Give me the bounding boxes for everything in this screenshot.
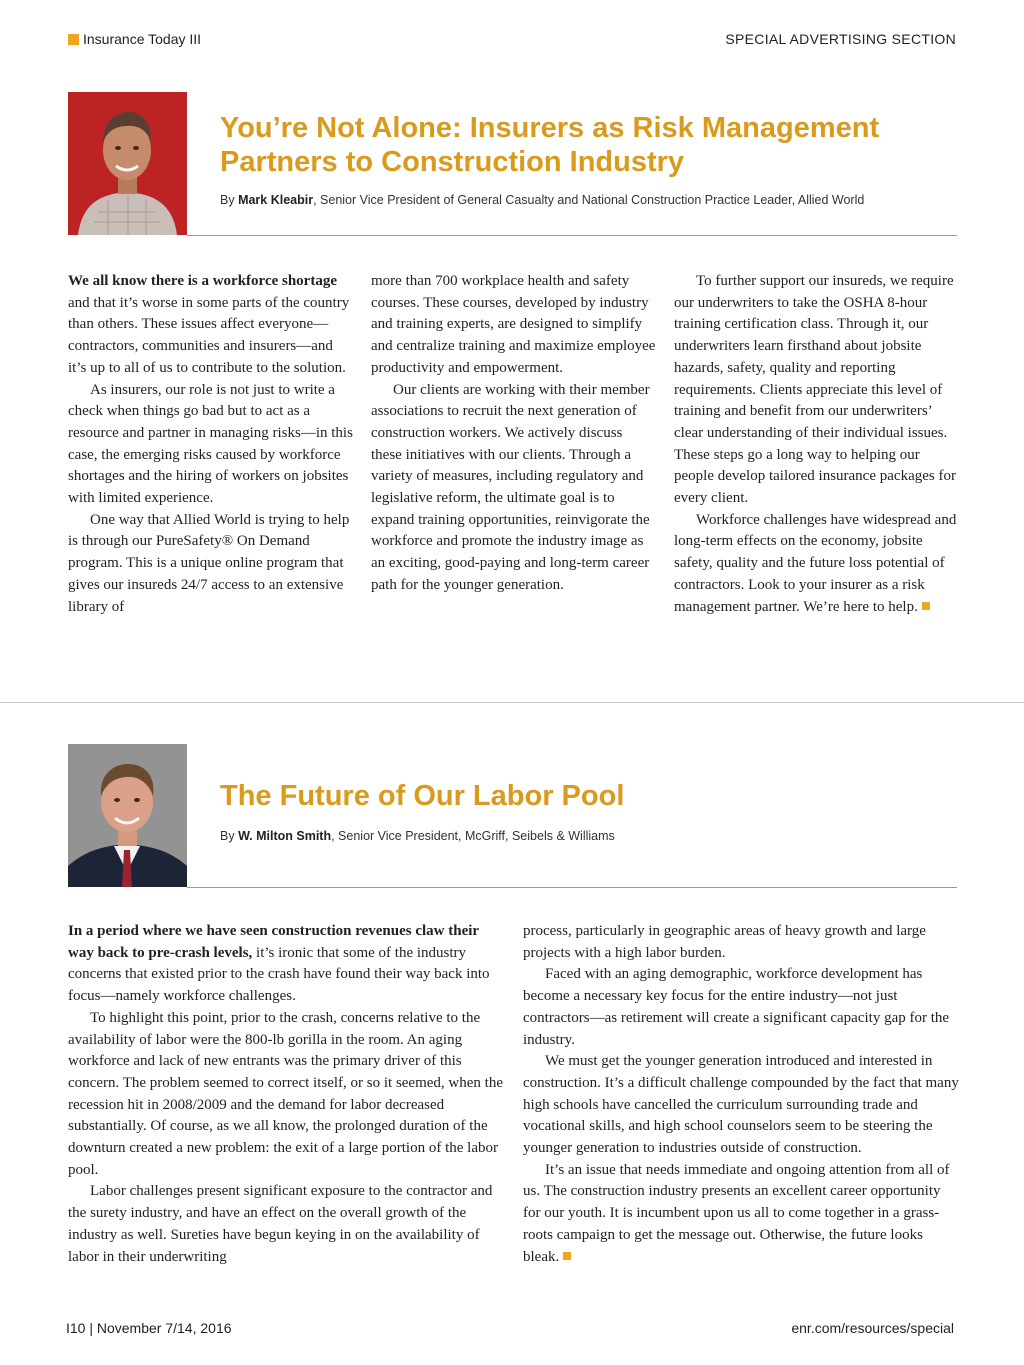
article2-paragraph-6: We must get the younger generation introduced and interested in construction. It’s a difficult challenge compounded by the fact that many high schools have cancelled the curriculum surrounding trade and vocational skills, and high school counselors seem to be steering the younger generation to industries outside of construction.	[523, 1053, 959, 1157]
article2-paragraph-2: To highlight this point, prior to the crash, concerns relative to the availability of labor were the 800-lb gorilla in the room. An aging workforce and lack of new entrants was the primary driver of this concern. The problem seemed to correct itself, or so it seemed, when the recession hit in 2008/2009 and the demand for labor decreased substantially. Of course, as we all know, the prolonged duration of the downturn created a new problem: the exit of a large portion of the labor pool.	[68, 1009, 503, 1178]
advertising-label: SPECIAL ADVERTISING SECTION	[725, 31, 956, 47]
author-photo-smith	[68, 744, 187, 887]
article2-paragraph-7-text: It’s an issue that needs immediate and ongoing attention from all of us. The construction industry presents an excellent career opportunity for our youth. It is incumbent upon us all to come together in a grass-roots campaign to get the message out. Otherwise, the future looks bleak.	[523, 1161, 950, 1265]
article2-title: The Future of Our Labor Pool	[220, 780, 625, 812]
article1-column-2	[371, 271, 656, 597]
article2-lead-bold: In a period where we have seen construction revenues claw their way back to pre-crash levels,	[68, 923, 479, 961]
article2-author: W. Milton Smith	[238, 829, 332, 843]
section-square-icon	[68, 34, 79, 45]
article1-paragraph-6: To further support our insureds, we require our underwriters to take the OSHA 8-hour training certification class. Through it, our underwriters learn firsthand about jobsite hazards, safety, quality and reporting requirements. Clients appreciate this level of training and benefit from our underwriters’ clear understanding of their individual issues. These steps go a long way to helping our people develop tailored insurance packages for every client.	[674, 273, 956, 507]
article2-author-role: , Senior Vice President, McGriff, Seibels & Williams	[331, 829, 615, 843]
article1-paragraph-2: As insurers, our role is not just to write a check when things go bad but to act as a resource and partner in managing risks—in this case, the emerging risks caused by workforce shortages and the hiring of workers on jobsites with limited experience.	[68, 381, 353, 507]
byline-prefix: By	[220, 829, 239, 843]
article1-author: Mark Kleabir	[238, 193, 314, 207]
article1-column-3	[674, 271, 958, 618]
article1-title: You’re Not Alone: Insurers as Risk Management Partners to Construction Industry	[220, 112, 880, 178]
article2-column-1	[68, 921, 504, 1268]
article2-paragraph-4: process, particularly in geographic areas of heavy growth and large projects with a high labor burden.	[523, 923, 926, 961]
article1-author-role: , Senior Vice President of General Casualty and National Construction Practice Leader, Allied World	[313, 193, 865, 207]
article1-column-1	[68, 271, 353, 618]
article1-paragraph-7-text: Workforce challenges have widespread and long-term effects on the economy, jobsite safety, quality and the future loss potential of contractors. Look to your insurer as a risk management partner. We’re here to help.	[674, 511, 957, 615]
article1-lead-paragraph	[68, 271, 353, 380]
article1-lead-bold: We all know there is a workforce shortage	[68, 273, 337, 289]
section-header	[68, 31, 201, 47]
article2-lead-paragraph	[68, 921, 504, 1008]
page-footer-info: I10 | November 7/14, 2016	[66, 1320, 232, 1336]
article2-rule	[187, 887, 957, 888]
author-photo-kleabir	[68, 92, 187, 235]
article1-rule	[187, 235, 957, 236]
article2-paragraph-3: Labor challenges present significant exposure to the contractor and the surety industry, and have an effect on the overall growth of the industry as well. Sureties have begun keying in on the availability of labor in their underwriting	[68, 1183, 493, 1265]
end-mark-icon	[563, 1252, 571, 1260]
end-mark-icon	[922, 602, 930, 610]
article2-lead-rest: it’s ironic that some of the industry concerns that existed prior to the crash have found their way back into focus—namely workforce challenges.	[68, 944, 490, 1005]
article1-paragraph-5: Our clients are working with their member associations to recruit the next generation of construction workers. We actively discuss these initiatives with our clients. Through a variety of measures, including regulatory and legislative reform, the ultimate goal is to expand training opportunities, reinvigorate the workforce and promote the industry image as an exciting, good-paying and long-term career path for the younger generation.	[371, 381, 650, 593]
article2-paragraph-5: Faced with an aging demographic, workforce development has become a necessary key focus for the entire industry—not just contractors—as retirement will create a significant capacity gap for the industry.	[523, 966, 950, 1048]
byline-prefix: By	[220, 193, 239, 207]
article1-paragraph-3: One way that Allied World is trying to help is through our PureSafety® On Demand program. This is a unique online program that gives our insureds 24/7 access to an extensive library of	[68, 511, 350, 615]
article2-paragraph-7	[523, 1160, 959, 1269]
article2-column-2	[523, 921, 959, 1268]
footer-url-link[interactable]: enr.com/resources/special	[791, 1320, 954, 1336]
article1-paragraph-7	[674, 510, 958, 619]
article1-paragraph-4: more than 700 workplace health and safety courses. These courses, developed by industry and training experts, are designed to simplify and centralize training and maximize employee productivity and empowerment.	[371, 273, 656, 376]
section-divider	[0, 702, 1024, 703]
section-name: Insurance Today III	[83, 31, 202, 47]
article1-byline	[220, 193, 864, 207]
article1-lead-rest: and that it’s worse in some parts of the country than others. These issues affect everyone—contractors, communities and insurers—and it’s up to all of us to contribute to the solution.	[68, 294, 350, 376]
article2-byline	[220, 829, 615, 843]
